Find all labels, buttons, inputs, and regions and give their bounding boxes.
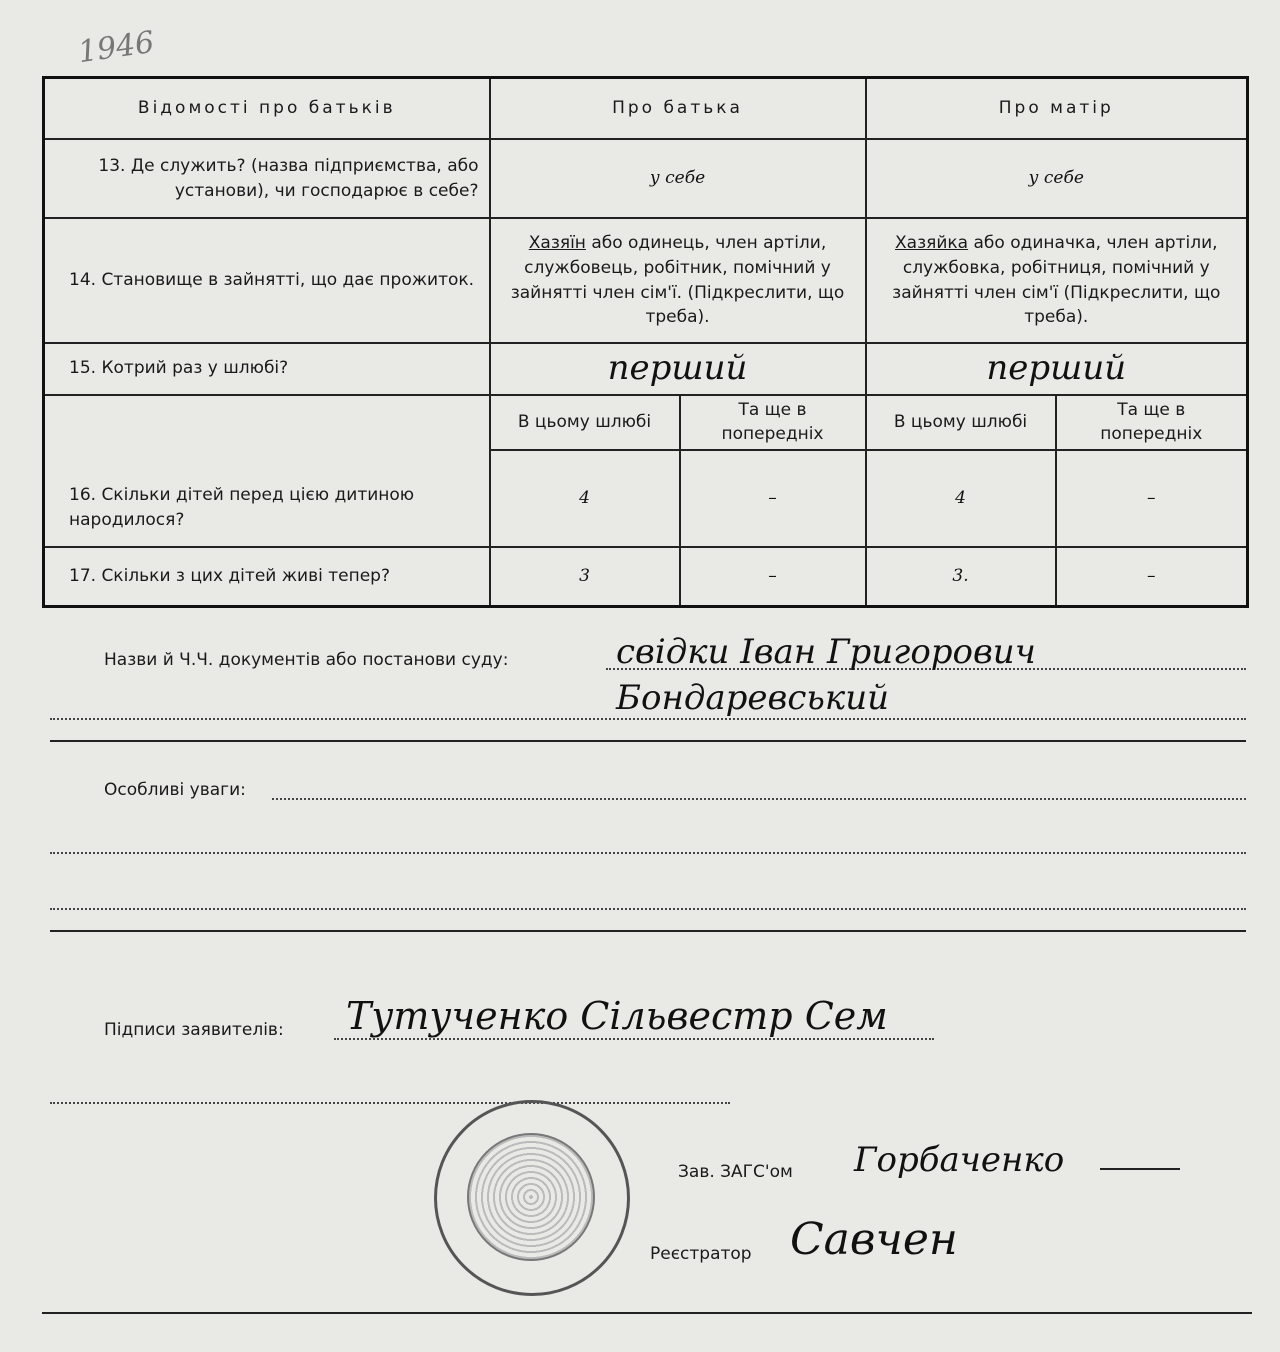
section-divider-1 <box>50 740 1246 742</box>
q16-father-prev: – <box>680 450 866 548</box>
notes-dotted-line-2 <box>50 852 1246 854</box>
q16-mother-prev: – <box>1056 450 1248 548</box>
table-row-17 <box>44 547 1248 606</box>
seal-emblem <box>467 1133 595 1261</box>
documents-value: свідки Іван Григорович Бондаревський <box>616 632 1036 718</box>
father-previous-header: Та ще в попередніх <box>680 395 866 450</box>
mother-this-marriage-header: В цьому шлюбі <box>866 395 1056 450</box>
header-parents: Відомості про батьків <box>44 78 490 140</box>
q17-father-this: 3 <box>490 547 680 606</box>
notes-label: Особливі уваги: <box>104 780 246 800</box>
table-row-13 <box>44 139 1248 218</box>
father-this-marriage-header: В цьому шлюбі <box>490 395 680 450</box>
table-subheader-row <box>44 395 1248 450</box>
documents-label: Назви й Ч.Ч. документів або постанови суду: <box>104 650 509 670</box>
q15-label: 15. Котрий раз у шлюбі? <box>44 343 490 395</box>
q17-mother-this: 3. <box>866 547 1056 606</box>
documents-dotted-line-2 <box>50 718 1246 720</box>
q13-mother-value: у себе <box>866 139 1248 218</box>
q14-label: 14. Становище в зайнятті, що дає прожиток. <box>44 218 490 342</box>
q14-mother-rest: або одиначка, член артіли, службовка, робітниця, помічний у зайнятті член сім'ї (Підкреслити, що треба). <box>892 233 1221 328</box>
zags-head-signature: Горбаченко <box>854 1140 1065 1180</box>
q16-label: 16. Скільки дітей перед цією дитиною народилося? <box>44 395 490 548</box>
section-divider-2 <box>50 930 1246 932</box>
signatures-value: Тутученко Сільвестр Сем <box>346 994 888 1038</box>
q15-father-value: перший <box>490 343 866 395</box>
q15-mother-value: перший <box>866 343 1248 395</box>
zags-head-label: Зав. ЗАГС'ом <box>678 1162 793 1182</box>
header-father: Про батька <box>490 78 866 140</box>
q17-father-prev: – <box>680 547 866 606</box>
table-row-14 <box>44 218 1248 342</box>
q14-mother-underlined: Хазяйка <box>895 233 969 254</box>
bottom-divider <box>42 1312 1252 1314</box>
q14-father-underlined: Хазяїн <box>528 233 586 254</box>
table-header-row <box>44 78 1248 140</box>
header-mother: Про матір <box>866 78 1248 140</box>
official-seal-stamp <box>434 1100 630 1296</box>
year-mark: 1946 <box>75 24 157 71</box>
table-row-15 <box>44 343 1248 395</box>
q14-father-options <box>490 218 866 342</box>
q17-mother-prev: – <box>1056 547 1248 606</box>
signatures-dotted-line-2 <box>50 1102 730 1104</box>
q16-father-this: 4 <box>490 450 680 548</box>
signatures-label: Підписи заявителів: <box>104 1020 284 1040</box>
q13-label: 13. Де служить? (назва підприємства, або установи), чи господарює в себе? <box>44 139 490 218</box>
q13-father-value: у себе <box>490 139 866 218</box>
q17-label: 17. Скільки з цих дітей живі тепер? <box>44 547 490 606</box>
mother-previous-header: Та ще в попередніх <box>1056 395 1248 450</box>
q14-mother-options <box>866 218 1248 342</box>
q16-mother-this: 4 <box>866 450 1056 548</box>
zags-head-signature-line <box>1100 1168 1180 1170</box>
q14-father-rest: або одинець, член артіли, службовець, робітник, помічний у зайнятті член сім'ї. (Підкреслити, що треба). <box>510 233 845 328</box>
parents-info-table <box>42 76 1249 608</box>
notes-dotted-line-1 <box>272 798 1246 800</box>
signatures-dotted-line <box>334 1038 934 1040</box>
registrar-label: Реєстратор <box>650 1244 752 1264</box>
notes-dotted-line-3 <box>50 908 1246 910</box>
registrar-signature: Савчен <box>790 1214 958 1265</box>
